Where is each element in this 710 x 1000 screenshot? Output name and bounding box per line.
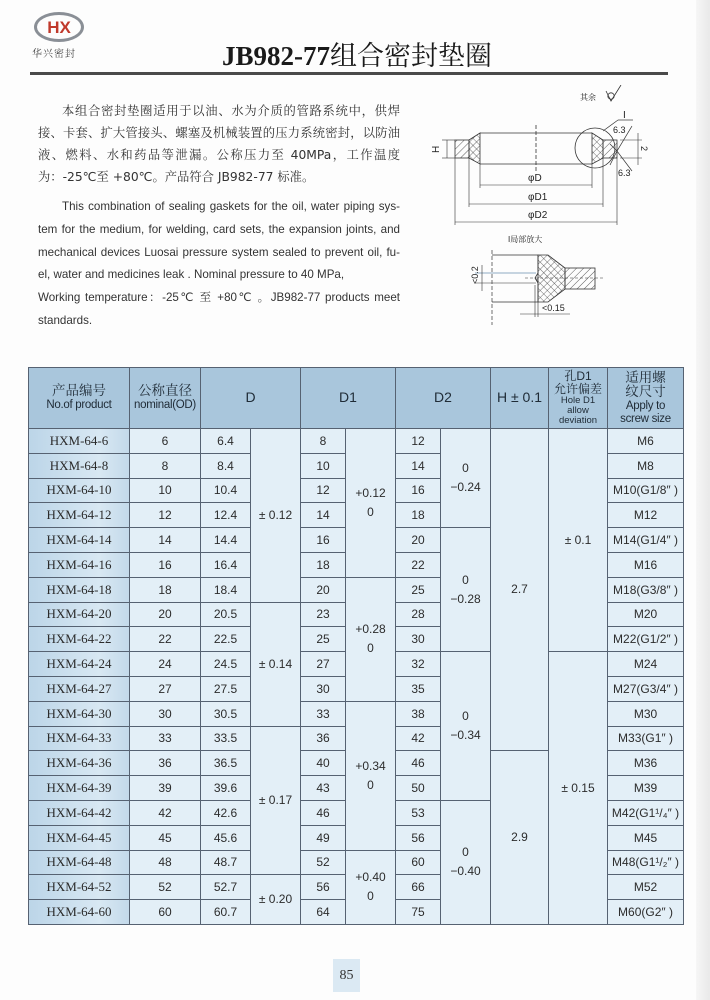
cell-D1: 14 xyxy=(301,503,346,528)
cell-D2: 16 xyxy=(396,478,441,503)
cell-nominal: 30 xyxy=(130,701,201,726)
cell-H-value: 2.7 xyxy=(511,582,528,597)
cell-product: HXM-64-12 xyxy=(29,503,130,528)
cell-screw-size: M42(G1¹/₄″ ) xyxy=(608,800,684,825)
cell-D1: 64 xyxy=(301,900,346,925)
cell-nominal: 6 xyxy=(130,429,201,454)
gasket-drawing-svg xyxy=(420,85,685,345)
cell-screw-size: M10(G1/8″ ) xyxy=(608,478,684,503)
table-header-row xyxy=(29,368,684,429)
cell-D2-tolerance-lower: −0.34 xyxy=(450,728,481,743)
cell-D-tolerance-value: ± 0.20 xyxy=(258,892,293,907)
cell-D1: 30 xyxy=(301,676,346,701)
cell-D2: 53 xyxy=(396,800,441,825)
header-H-label: H ± 0.1 xyxy=(496,389,543,406)
cell-H xyxy=(491,751,549,925)
cell-D: 10.4 xyxy=(201,478,251,503)
cell-D1: 23 xyxy=(301,602,346,627)
cell-D1: 27 xyxy=(301,652,346,677)
cell-D2: 56 xyxy=(396,825,441,850)
cell-D: 14.4 xyxy=(201,528,251,553)
cell-D2: 25 xyxy=(396,577,441,602)
cell-D2-tolerance-upper: 0 xyxy=(462,709,469,724)
header-D-label: D xyxy=(245,389,256,406)
intro-english-paragraph: This combination of sealing gaskets for the oil, water piping sys-tem for the medium, for welding, card sets, the expansion joints, and mechanical devices Luosai pressure system sealed to prevent oil, fu-el, water and medicines leak . Nominal pressure to 40 MPa, xyxy=(38,200,400,282)
cell-product: HXM-64-39 xyxy=(29,776,130,801)
cell-product: HXM-64-14 xyxy=(29,528,130,553)
cell-D1: 52 xyxy=(301,850,346,875)
header-D1 xyxy=(301,368,396,429)
dim-D1: φD1 xyxy=(528,192,548,203)
cell-D: 39.6 xyxy=(201,776,251,801)
cell-D2-tolerance-lower: −0.24 xyxy=(450,480,481,495)
dim-D2: φD2 xyxy=(528,210,548,221)
cell-nominal: 45 xyxy=(130,825,201,850)
cell-D2-tolerance-lower: −0.40 xyxy=(450,864,481,879)
logo-oval xyxy=(34,12,84,42)
cell-product: HXM-64-36 xyxy=(29,751,130,776)
cell-nominal: 42 xyxy=(130,800,201,825)
cell-nominal: 33 xyxy=(130,726,201,751)
logo-company-name: 华兴密封 xyxy=(32,49,76,60)
tol-0-2: <0.2 xyxy=(470,266,480,284)
cell-nominal: 20 xyxy=(130,602,201,627)
cell-D1-tolerance xyxy=(346,577,396,701)
logo-mark: HX xyxy=(47,17,71,37)
cell-D1: 16 xyxy=(301,528,346,553)
cell-D2: 50 xyxy=(396,776,441,801)
page-title xyxy=(222,34,492,73)
cell-D1: 33 xyxy=(301,701,346,726)
cell-nominal: 10 xyxy=(130,478,201,503)
cell-D1: 8 xyxy=(301,429,346,454)
cell-hole-deviation xyxy=(549,652,608,925)
cell-product: HXM-64-8 xyxy=(29,453,130,478)
header-nominal-cn: 公称直径 xyxy=(138,383,192,399)
cell-D-tolerance xyxy=(251,429,301,603)
cell-D2: 75 xyxy=(396,900,441,925)
cell-hole-deviation xyxy=(549,429,608,652)
cell-nominal: 48 xyxy=(130,850,201,875)
cell-D2: 46 xyxy=(396,751,441,776)
cell-D2-tolerance-upper: 0 xyxy=(462,461,469,476)
header-screw-en-1: Apply to xyxy=(625,400,666,413)
cell-D: 36.5 xyxy=(201,751,251,776)
cell-D2: 35 xyxy=(396,676,441,701)
cell-D2: 14 xyxy=(396,453,441,478)
cell-D: 18.4 xyxy=(201,577,251,602)
cell-H-value: 2.9 xyxy=(511,830,528,845)
header-screw-cn-1: 适用螺 xyxy=(625,369,666,385)
cell-screw-size: M60(G2″ ) xyxy=(608,900,684,925)
header-D2-label: D2 xyxy=(434,389,452,406)
header-product xyxy=(29,368,130,429)
cell-screw-size: M22(G1/2″ ) xyxy=(608,627,684,652)
cell-product: HXM-64-10 xyxy=(29,478,130,503)
cell-product: HXM-64-24 xyxy=(29,652,130,677)
cell-D: 45.6 xyxy=(201,825,251,850)
cell-hole-deviation-value: ± 0.15 xyxy=(561,780,595,795)
cell-hole-deviation-value: ± 0.1 xyxy=(564,532,592,547)
cell-D2: 12 xyxy=(396,429,441,454)
cell-screw-size: M14(G1/4″ ) xyxy=(608,528,684,553)
cell-D1: 46 xyxy=(301,800,346,825)
header-screw-size xyxy=(608,368,684,429)
intro-english-temperature: Working temperature：-25℃ 至 +80℃ 。JB982-77 products meet standards. xyxy=(38,291,400,327)
header-H xyxy=(491,368,549,429)
cell-D2: 18 xyxy=(396,503,441,528)
cell-D-tolerance xyxy=(251,726,301,875)
header-divider xyxy=(30,72,668,75)
header-nominal xyxy=(130,368,201,429)
spec-table-body xyxy=(29,429,684,925)
cell-nominal: 8 xyxy=(130,453,201,478)
cell-D: 60.7 xyxy=(201,900,251,925)
cell-screw-size: M30 xyxy=(608,701,684,726)
cell-D: 6.4 xyxy=(201,429,251,454)
cell-nominal: 27 xyxy=(130,676,201,701)
cell-D1: 40 xyxy=(301,751,346,776)
cell-product: HXM-64-20 xyxy=(29,602,130,627)
cell-nominal: 14 xyxy=(130,528,201,553)
cell-D1-tolerance-lower: 0 xyxy=(367,777,374,792)
title-code: JB982-77 xyxy=(222,41,330,71)
cell-D2-tolerance xyxy=(441,800,491,924)
cell-screw-size: M16 xyxy=(608,552,684,577)
cell-D1: 49 xyxy=(301,825,346,850)
cell-screw-size: M12 xyxy=(608,503,684,528)
header-hole-en-2: allow xyxy=(567,405,589,417)
dim-D: φD xyxy=(528,173,542,184)
cell-D2-tolerance xyxy=(441,528,491,652)
cell-product: HXM-64-45 xyxy=(29,825,130,850)
table-row xyxy=(29,429,684,454)
cell-product: HXM-64-48 xyxy=(29,850,130,875)
cell-D1: 43 xyxy=(301,776,346,801)
detail-section xyxy=(535,255,565,302)
cell-D1-tolerance-upper: +0.12 xyxy=(355,485,386,500)
cell-D2: 22 xyxy=(396,552,441,577)
cell-D2: 28 xyxy=(396,602,441,627)
cell-D-tolerance xyxy=(251,875,301,925)
cell-D2: 42 xyxy=(396,726,441,751)
cell-D2: 60 xyxy=(396,850,441,875)
cell-D-tolerance-value: ± 0.14 xyxy=(258,656,293,671)
cell-product: HXM-64-33 xyxy=(29,726,130,751)
detail-caption: I局部放大 xyxy=(508,235,543,244)
page-number: 85 xyxy=(333,959,360,992)
cell-D2-tolerance xyxy=(441,652,491,801)
header-hole-en-3: deviation xyxy=(558,415,598,427)
header-hole-deviation xyxy=(549,368,608,429)
cell-screw-size: M33(G1″ ) xyxy=(608,726,684,751)
cell-D1: 56 xyxy=(301,875,346,900)
cell-screw-size: M18(G3/8″ ) xyxy=(608,577,684,602)
cell-nominal: 60 xyxy=(130,900,201,925)
cell-D2-tolerance-upper: 0 xyxy=(462,572,469,587)
cell-screw-size: M48(G1¹/₂″ ) xyxy=(608,850,684,875)
cell-D1: 12 xyxy=(301,478,346,503)
surface-note: 其余 xyxy=(580,93,596,102)
cell-D1-tolerance xyxy=(346,850,396,924)
cell-screw-size: M20 xyxy=(608,602,684,627)
page-edge-shadow xyxy=(696,0,710,1000)
header-screw-cn-2: 纹尺寸 xyxy=(625,384,666,400)
roughness-bottom: 6.3 xyxy=(618,168,631,178)
cell-D: 52.7 xyxy=(201,875,251,900)
cell-screw-size: M27(G3/4″ ) xyxy=(608,676,684,701)
cell-D1: 25 xyxy=(301,627,346,652)
cell-D2-tolerance-lower: −0.28 xyxy=(450,591,481,606)
cell-D: 27.5 xyxy=(201,676,251,701)
cell-screw-size: M6 xyxy=(608,429,684,454)
cell-D2-tolerance-upper: 0 xyxy=(462,845,469,860)
cell-product: HXM-64-6 xyxy=(29,429,130,454)
dim-2: 2 xyxy=(639,146,649,152)
cell-nominal: 52 xyxy=(130,875,201,900)
cell-D1: 18 xyxy=(301,552,346,577)
header-product-en: No.of product xyxy=(46,399,112,412)
header-nominal-en: nominal(OD) xyxy=(134,399,196,412)
cell-product: HXM-64-18 xyxy=(29,577,130,602)
cell-D1-tolerance-upper: +0.28 xyxy=(355,622,386,637)
cell-screw-size: M24 xyxy=(608,652,684,677)
roughness-symbol-icon xyxy=(606,85,621,101)
header-screw-en-2: screw size xyxy=(620,412,671,425)
cell-screw-size: M45 xyxy=(608,825,684,850)
cell-D1-tolerance-upper: +0.40 xyxy=(355,870,386,885)
cell-D1: 20 xyxy=(301,577,346,602)
cell-nominal: 18 xyxy=(130,577,201,602)
header-hole-cn-2: 允许偏差 xyxy=(553,382,602,397)
gasket-section-left xyxy=(455,133,480,164)
cell-product: HXM-64-16 xyxy=(29,552,130,577)
cell-D: 24.5 xyxy=(201,652,251,677)
cell-product: HXM-64-30 xyxy=(29,701,130,726)
cell-H xyxy=(491,429,549,751)
cell-D2: 66 xyxy=(396,875,441,900)
cell-screw-size: M36 xyxy=(608,751,684,776)
header-product-cn: 产品编号 xyxy=(52,383,106,399)
cell-nominal: 36 xyxy=(130,751,201,776)
cell-D: 33.5 xyxy=(201,726,251,751)
cell-D1: 36 xyxy=(301,726,346,751)
cell-D1: 10 xyxy=(301,453,346,478)
dim-H: H xyxy=(431,145,442,153)
cell-D1-tolerance xyxy=(346,429,396,578)
title-cn: 组合密封垫圈 xyxy=(330,41,492,71)
cell-D: 48.7 xyxy=(201,850,251,875)
cell-nominal: 16 xyxy=(130,552,201,577)
cell-D1-tolerance-upper: +0.34 xyxy=(355,758,386,773)
cell-D: 12.4 xyxy=(201,503,251,528)
cell-product: HXM-64-52 xyxy=(29,875,130,900)
gasket-section-right xyxy=(592,133,617,164)
cell-screw-size: M8 xyxy=(608,453,684,478)
cell-product: HXM-64-42 xyxy=(29,800,130,825)
cell-D2: 20 xyxy=(396,528,441,553)
cell-product: HXM-64-27 xyxy=(29,676,130,701)
header-hole-cn-1: 孔D1 xyxy=(564,368,592,383)
cell-D-tolerance xyxy=(251,602,301,726)
cell-D: 8.4 xyxy=(201,453,251,478)
tol-0-15: <0.15 xyxy=(542,303,565,313)
cell-nominal: 24 xyxy=(130,652,201,677)
cell-D1-tolerance-lower: 0 xyxy=(367,889,374,904)
header-D xyxy=(201,368,301,429)
cell-D2-tolerance xyxy=(441,429,491,528)
company-logo xyxy=(30,12,90,60)
cell-product: HXM-64-22 xyxy=(29,627,130,652)
cell-D: 16.4 xyxy=(201,552,251,577)
cell-D: 22.5 xyxy=(201,627,251,652)
cell-D1-tolerance-lower: 0 xyxy=(367,504,374,519)
spec-table xyxy=(28,367,684,925)
header-D1-label: D1 xyxy=(339,389,357,406)
cell-D: 20.5 xyxy=(201,602,251,627)
gasket-drawing xyxy=(420,85,685,345)
cell-D: 30.5 xyxy=(201,701,251,726)
cell-D2: 30 xyxy=(396,627,441,652)
cell-D1-tolerance xyxy=(346,701,396,850)
cell-nominal: 39 xyxy=(130,776,201,801)
roughness-top: 6.3 xyxy=(613,125,626,135)
cell-D-tolerance-value: ± 0.17 xyxy=(258,792,293,807)
cell-screw-size: M39 xyxy=(608,776,684,801)
cell-product: HXM-64-60 xyxy=(29,900,130,925)
cell-nominal: 22 xyxy=(130,627,201,652)
detail-label: I xyxy=(623,110,626,121)
intro-english xyxy=(38,196,400,333)
cell-D2: 32 xyxy=(396,652,441,677)
header-hole-en-1: Hole D1 xyxy=(560,395,596,407)
intro-chinese: 本组合密封垫圈适用于以油、水为介质的管路系统中，供焊接、卡套、扩大管接头、螺塞及机械装置的压力系统密封，以防油液、燃料、水和药品等泄漏。公称压力至 40MPa，工作温度为：-25℃至 +80℃。产品符合 JB982-77 标准。 xyxy=(38,104,400,184)
cell-D2: 38 xyxy=(396,701,441,726)
cell-D-tolerance-value: ± 0.12 xyxy=(258,507,293,522)
cell-D: 42.6 xyxy=(201,800,251,825)
cell-screw-size: M52 xyxy=(608,875,684,900)
cell-D1-tolerance-lower: 0 xyxy=(367,641,374,656)
cell-nominal: 12 xyxy=(130,503,201,528)
header-D2 xyxy=(396,368,491,429)
